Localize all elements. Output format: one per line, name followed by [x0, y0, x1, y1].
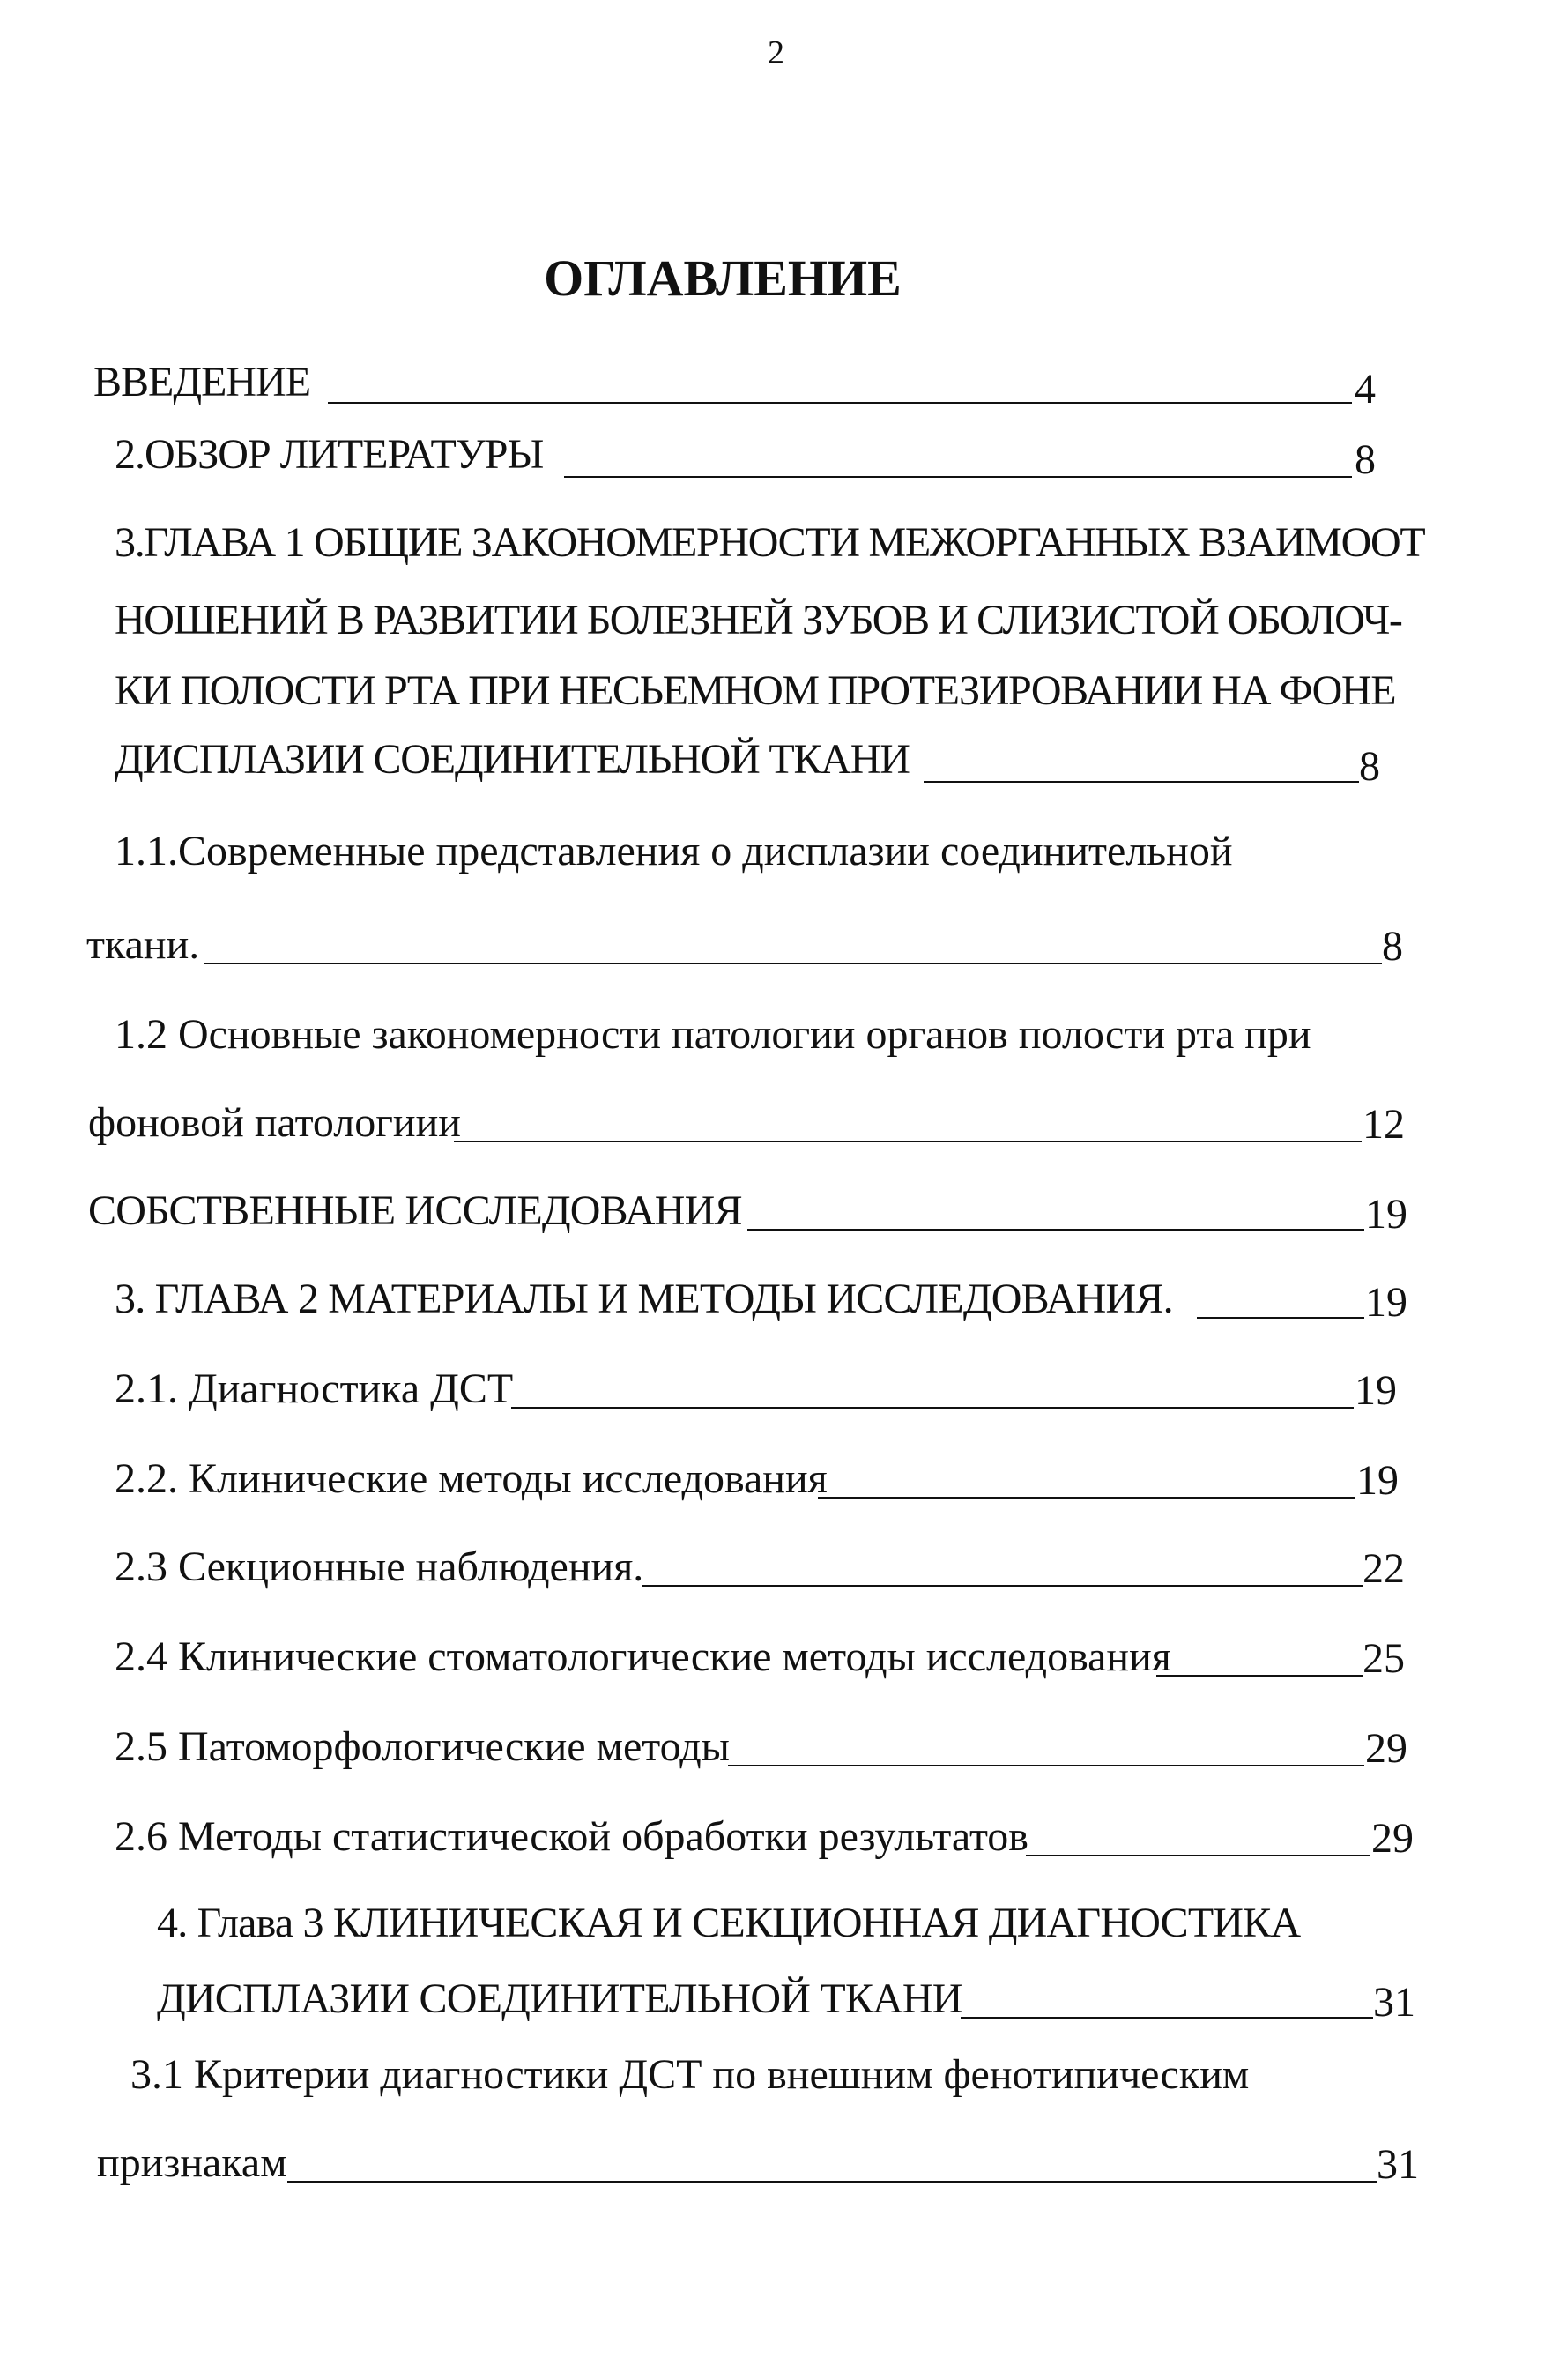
- toc-entry-ch3-line2: ДИСПЛАЗИИ СОЕДИНИТЕЛЬНОЙ ТКАНИ: [157, 1975, 962, 2022]
- toc-page-number: 19: [1356, 1457, 1399, 1504]
- toc-leader: [642, 1585, 1363, 1587]
- toc-leader: [1156, 1675, 1363, 1677]
- toc-leader: [961, 2017, 1373, 2019]
- toc-entry-s2-4: 2.4 Клинические стоматологические методы исследования: [115, 1633, 1171, 1680]
- toc-page-number: 31: [1377, 2141, 1419, 2188]
- toc-page-number: 22: [1363, 1545, 1405, 1592]
- toc-leader: [728, 1765, 1364, 1766]
- toc-leader: [1026, 1855, 1370, 1856]
- toc-leader: [924, 781, 1359, 783]
- toc-page-number: 19: [1355, 1367, 1397, 1414]
- toc-page-number: 8: [1382, 923, 1403, 970]
- toc-page-number: 8: [1359, 743, 1380, 790]
- toc-entry-ch1-line2: НОШЕНИЙ В РАЗВИТИИ БОЛЕЗНЕЙ ЗУБОВ И СЛИЗИСТОЙ ОБОЛОЧ-: [115, 597, 1402, 643]
- toc-leader: [287, 2181, 1377, 2183]
- toc-entry-ch3-line1: 4. Глава 3 КЛИНИЧЕСКАЯ И СЕКЦИОННАЯ ДИАГНОСТИКА: [157, 1900, 1301, 1946]
- toc-entry-own-research: СОБСТВЕННЫЕ ИССЛЕДОВАНИЯ: [88, 1187, 742, 1234]
- toc-page-number: 29: [1365, 1725, 1407, 1772]
- toc-title: ОГЛАВЛЕНИЕ: [544, 249, 902, 307]
- toc-page-number: 19: [1365, 1279, 1407, 1326]
- toc-entry-s2-3: 2.3 Секционные наблюдения.: [115, 1543, 644, 1590]
- toc-page-number: 19: [1365, 1191, 1407, 1238]
- toc-entry-s2-1: 2.1. Диагностика ДСТ: [115, 1365, 514, 1412]
- page-number: 2: [768, 34, 784, 71]
- toc-page-number: 12: [1363, 1101, 1405, 1148]
- toc-leader: [204, 963, 1382, 964]
- toc-leader: [328, 402, 1352, 404]
- toc-leader: [511, 1407, 1354, 1409]
- toc-entry-ch1-line1: 3.ГЛАВА 1 ОБЩИЕ ЗАКОНОМЕРНОСТИ МЕЖОРГАННЫХ ВЗАИМООТ: [115, 519, 1425, 566]
- toc-leader: [1197, 1317, 1364, 1319]
- toc-entry-ch1-line3: КИ ПОЛОСТИ РТА ПРИ НЕСЬЕМНОМ ПРОТЕЗИРОВАНИИ НА ФОНЕ: [115, 667, 1396, 714]
- toc-leader: [454, 1141, 1362, 1142]
- toc-entry-s2-2: 2.2. Клинические методы исследования: [115, 1455, 828, 1502]
- toc-entry-s1-1-line1: 1.1.Современные представления о дисплазии соединительной: [115, 828, 1233, 874]
- toc-entry-review: 2.ОБЗОР ЛИТЕРАТУРЫ: [115, 431, 544, 478]
- toc-page-number: 31: [1373, 1979, 1415, 2026]
- toc-page-number: 25: [1363, 1635, 1405, 1682]
- toc-entry-s2-5: 2.5 Патоморфологические методы: [115, 1723, 730, 1770]
- toc-entry-intro: ВВЕДЕНИЕ: [93, 359, 311, 405]
- toc-leader: [818, 1497, 1355, 1499]
- toc-leader: [747, 1229, 1364, 1231]
- toc-entry-ch1-line4: ДИСПЛАЗИИ СОЕДИНИТЕЛЬНОЙ ТКАНИ: [115, 736, 910, 783]
- toc-entry-s1-2-line1: 1.2 Основные закономерности патологии органов полости рта при: [115, 1011, 1311, 1058]
- toc-entry-s3-1-line1: 3.1 Критерии диагностики ДСТ по внешним фенотипическим: [130, 2051, 1250, 2098]
- toc-leader: [564, 476, 1352, 478]
- toc-entry-s1-2-line2: фоновой патологиии: [88, 1099, 461, 1146]
- toc-entry-s3-1-line2: признакам: [97, 2139, 287, 2186]
- toc-entry-s2-6: 2.6 Методы статистической обработки результатов: [115, 1813, 1028, 1860]
- toc-page-number: 4: [1355, 366, 1376, 413]
- toc-page-number: 29: [1371, 1815, 1414, 1862]
- toc-entry-s1-1-line2: ткани.: [86, 921, 200, 968]
- toc-page-number: 8: [1355, 436, 1376, 483]
- toc-entry-ch2: 3. ГЛАВА 2 МАТЕРИАЛЫ И МЕТОДЫ ИССЛЕДОВАНИЯ.: [115, 1276, 1173, 1322]
